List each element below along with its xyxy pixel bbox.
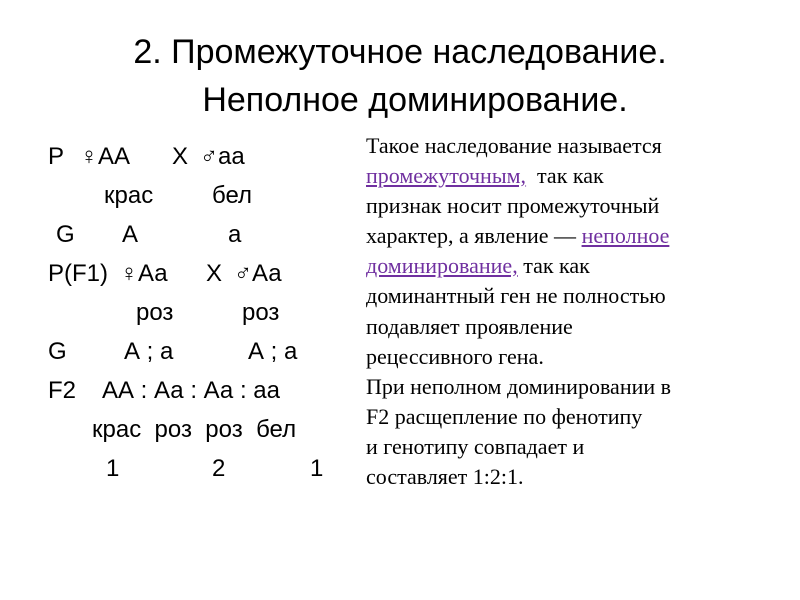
male-parent-genotype: ♂аа	[200, 143, 245, 170]
female-parent-genotype: ♀АА	[80, 143, 131, 170]
explanation-line-10: F2 расщепление по фенотипу	[366, 403, 643, 429]
title-line-2: Неполное доминирование.	[202, 81, 628, 119]
f1-parents-row	[48, 260, 358, 299]
ratio-3: 1	[310, 455, 324, 482]
gametes-label-2: G	[48, 338, 67, 365]
parents-phenotype-row	[48, 182, 358, 221]
phenotype-red: крас	[104, 182, 154, 209]
explanation-line-4-start: характер, а явление —	[366, 223, 582, 249]
explanation-line-5-rest: так как	[517, 253, 590, 279]
gametes-row-1	[48, 221, 358, 260]
f1-cross-sign: Х	[206, 260, 223, 287]
f1-phenotype-pink-2: роз	[242, 299, 280, 326]
gametes-label: G	[56, 221, 75, 248]
gamete-dominant: А	[122, 221, 139, 248]
explanation-line-8: рецессивного гена.	[366, 343, 544, 369]
cross-sign: Х	[172, 143, 189, 170]
f1-phenotype-row	[48, 299, 358, 338]
ratio-row	[48, 455, 358, 494]
parents-label: P	[48, 143, 65, 170]
f2-label: F2	[48, 377, 77, 404]
term-link-intermediate[interactable]: промежуточным,	[366, 163, 527, 189]
explanation-line-3: признак носит промежуточный	[366, 193, 660, 219]
f1-male-genotype: ♂Аа	[234, 260, 282, 287]
explanation-line-7: подавляет проявление	[366, 313, 573, 339]
f2-genotypes: АА : Аа : Аа : аа	[102, 377, 280, 404]
f2-phenotypes: крас роз роз бел	[92, 416, 297, 443]
explanation-line-2	[366, 161, 786, 191]
explanation-line-1: Такое наследование называется	[366, 133, 662, 158]
explanation-line-5	[366, 251, 786, 281]
phenotype-white: бел	[212, 182, 253, 209]
f2-phenotypes-row	[48, 416, 358, 455]
gametes-row-2	[48, 338, 358, 377]
gametes-female: А ; а	[124, 338, 174, 365]
f1-phenotype-pink-1: роз	[136, 299, 174, 326]
explanation-line-9: При неполном доминировании в	[366, 373, 672, 399]
title-line-1: 2. Промежуточное наследование.	[133, 33, 667, 71]
explanation-line-6: доминантный ген не полностью	[366, 283, 666, 309]
explanation-line-2-rest: так как	[526, 163, 604, 189]
f1-female-genotype: ♀Аа	[120, 260, 168, 287]
ratio-2: 2	[212, 455, 226, 482]
gametes-male: А ; а	[248, 338, 298, 365]
ratio-1: 1	[106, 455, 120, 482]
explanation-line-12: составляет 1:2:1.	[366, 464, 524, 490]
gamete-recessive: а	[228, 221, 242, 248]
crossing-scheme	[48, 143, 358, 494]
f1-label: P(F1)	[48, 260, 108, 287]
term-link-incomplete-part1[interactable]: неполное	[581, 223, 670, 249]
explanation-line-4	[366, 221, 786, 251]
explanation-line-11: и генотипу совпадает и	[366, 433, 585, 459]
slide-title	[0, 28, 800, 124]
parents-row	[48, 143, 358, 182]
explanation-text	[366, 131, 786, 492]
f2-genotypes-row	[48, 377, 358, 416]
term-link-incomplete-part2[interactable]: доминирование,	[366, 253, 518, 279]
